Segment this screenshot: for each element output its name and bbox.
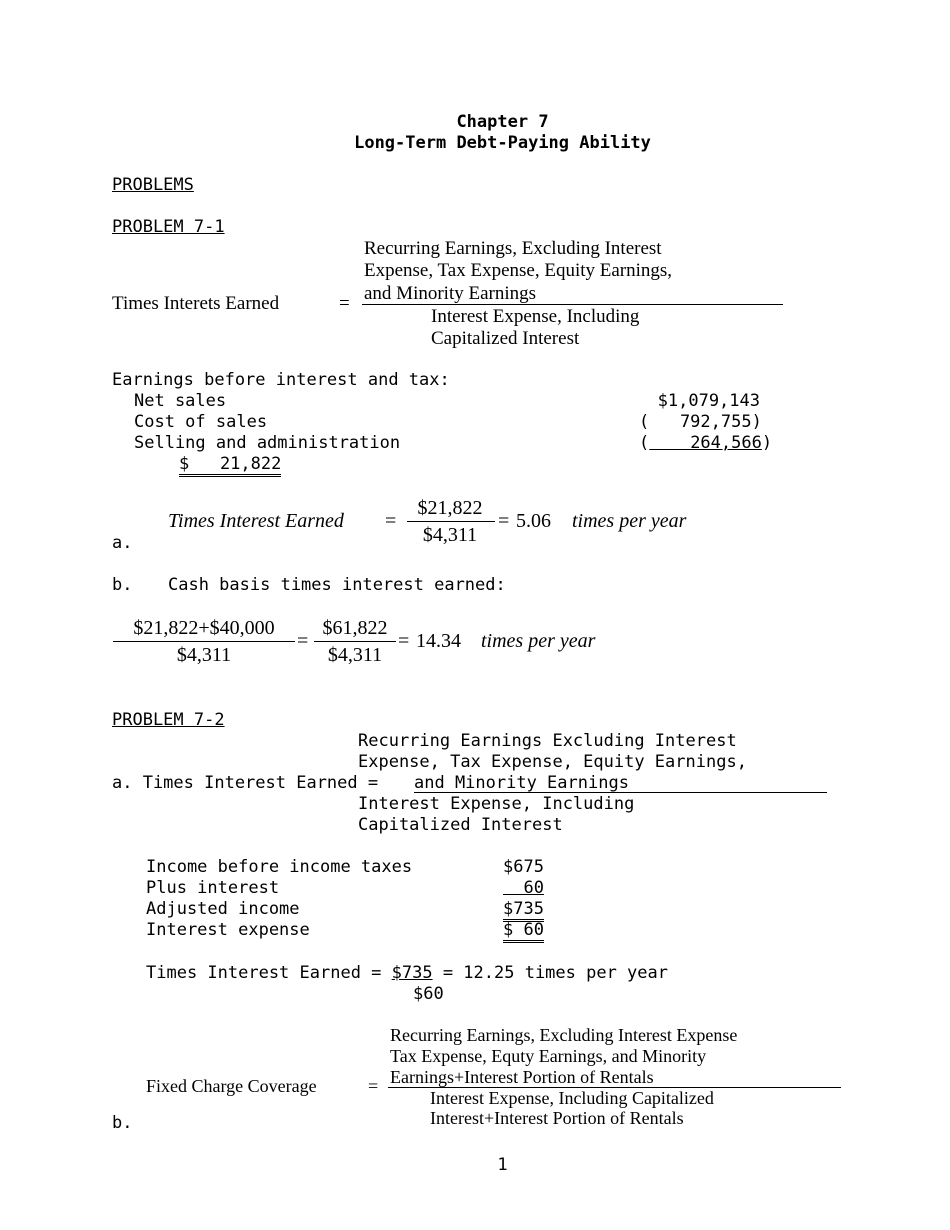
p71b-denominator-2: $4,311 (327, 644, 383, 666)
p71b-numerator-1: $21,822+$40,000 (133, 617, 275, 639)
p72b-denominator-line1: Interest Expense, Including Capitalized (430, 1088, 714, 1108)
p71-formula-numerator-line2: Expense, Tax Expense, Equity Earnings, (364, 260, 673, 281)
p71a-fraction-bar (407, 521, 495, 522)
p71-formula-equals: = (339, 293, 350, 314)
p72a-result-denominator: $60 (413, 984, 444, 1004)
problem-7-2-label: PROBLEM 7-2 (112, 710, 225, 730)
p71a-numerator: $21,822 (417, 497, 483, 519)
p72a-fraction-bar (414, 792, 827, 793)
p72a-row-label: Plus interest (146, 878, 280, 898)
p71b-fraction-bar-2 (314, 641, 396, 642)
p71-formula-numerator-line1: Recurring Earnings, Excluding Interest (364, 238, 662, 259)
ebit-row-value: ( 792,755) (639, 412, 762, 432)
p71b-equals-1: = (297, 630, 309, 652)
p71a-result: 5.06 (516, 510, 551, 532)
p72b-denominator-line2: Interest+Interest Portion of Rentals (430, 1108, 684, 1128)
p72b-equals: = (368, 1076, 379, 1096)
p71b-label: b. (112, 575, 133, 595)
p71a-equals: = (385, 510, 397, 532)
p71b-fraction-bar-1 (113, 641, 295, 642)
p72a-row-value: $ 60 (503, 920, 544, 941)
p71-formula-denominator-line2: Capitalized Interest (431, 328, 580, 349)
ebit-row-value: ( 264,566) (639, 433, 773, 453)
p72a-formula-prefix: a. Times Interest Earned = (112, 773, 389, 793)
p72a-denominator-line1: Interest Expense, Including (358, 794, 635, 814)
p71-formula-fraction-bar (362, 304, 783, 305)
p72a-row-label: Interest expense (146, 920, 310, 940)
chapter-heading: Chapter 7 (456, 112, 549, 132)
p72a-denominator-line2: Capitalized Interest (358, 815, 563, 835)
p72a-row-label: Income before income taxes (146, 857, 413, 877)
p72a-row-value: $735 (503, 899, 544, 920)
ebit-row-value: $1,079,143 (657, 391, 760, 411)
ebit-row-label: Cost of sales (134, 412, 268, 432)
p71-formula-denominator-line1: Interest Expense, Including (431, 306, 640, 327)
p72a-result-line: Times Interest Earned = $735 = 12.25 times per year (146, 963, 668, 983)
section-heading: PROBLEMS (112, 175, 194, 195)
p72a-numerator-line1: Recurring Earnings Excluding Interest (358, 731, 737, 751)
p72b-label: b. (112, 1113, 133, 1133)
chapter-title: Long-Term Debt-Paying Ability (354, 133, 651, 153)
p72a-row-value: $675 (503, 857, 544, 877)
p71b-text: Cash basis times interest earned: (168, 575, 506, 595)
p72b-numerator-line2: Tax Expense, Equty Earnings, and Minority (390, 1046, 707, 1066)
p71b-denominator-1: $4,311 (176, 644, 232, 666)
p71a-label: a. (112, 533, 133, 553)
p72a-numerator-line2: Expense, Tax Expense, Equity Earnings, (358, 752, 747, 772)
p72b-lhs: Fixed Charge Coverage (146, 1076, 317, 1096)
p72a-numerator-line3: and Minority Earnings (414, 773, 629, 793)
ebit-row-label: Net sales (134, 391, 227, 411)
ebit-heading: Earnings before interest and tax: (112, 370, 450, 390)
p71a-equals-2: = (498, 510, 510, 532)
p71b-equals-2: = (398, 630, 410, 652)
p71b-numerator-2: $61,822 (322, 617, 388, 639)
p71-formula-numerator-line3: and Minority Earnings (364, 283, 537, 304)
p72b-numerator-line1: Recurring Earnings, Excluding Interest Expense (390, 1025, 738, 1045)
p72b-numerator-line3: Earnings+Interest Portion of Rentals (390, 1067, 654, 1087)
p71b-unit: times per year (481, 630, 596, 652)
ebit-total: $ 21,822 (179, 454, 281, 475)
p71a-lhs: Times Interest Earned (168, 510, 344, 532)
page-number: 1 (497, 1155, 508, 1175)
p72a-row-label: Adjusted income (146, 899, 300, 919)
p72a-row-value: 60 (503, 878, 544, 898)
p71b-result: 14.34 (416, 630, 461, 652)
ebit-row-label: Selling and administration (134, 433, 401, 453)
p71a-denominator: $4,311 (422, 524, 478, 546)
problem-7-1-label: PROBLEM 7-1 (112, 217, 225, 237)
p71-formula-lhs: Times Interets Earned (112, 293, 280, 314)
p71a-unit: times per year (572, 510, 687, 532)
